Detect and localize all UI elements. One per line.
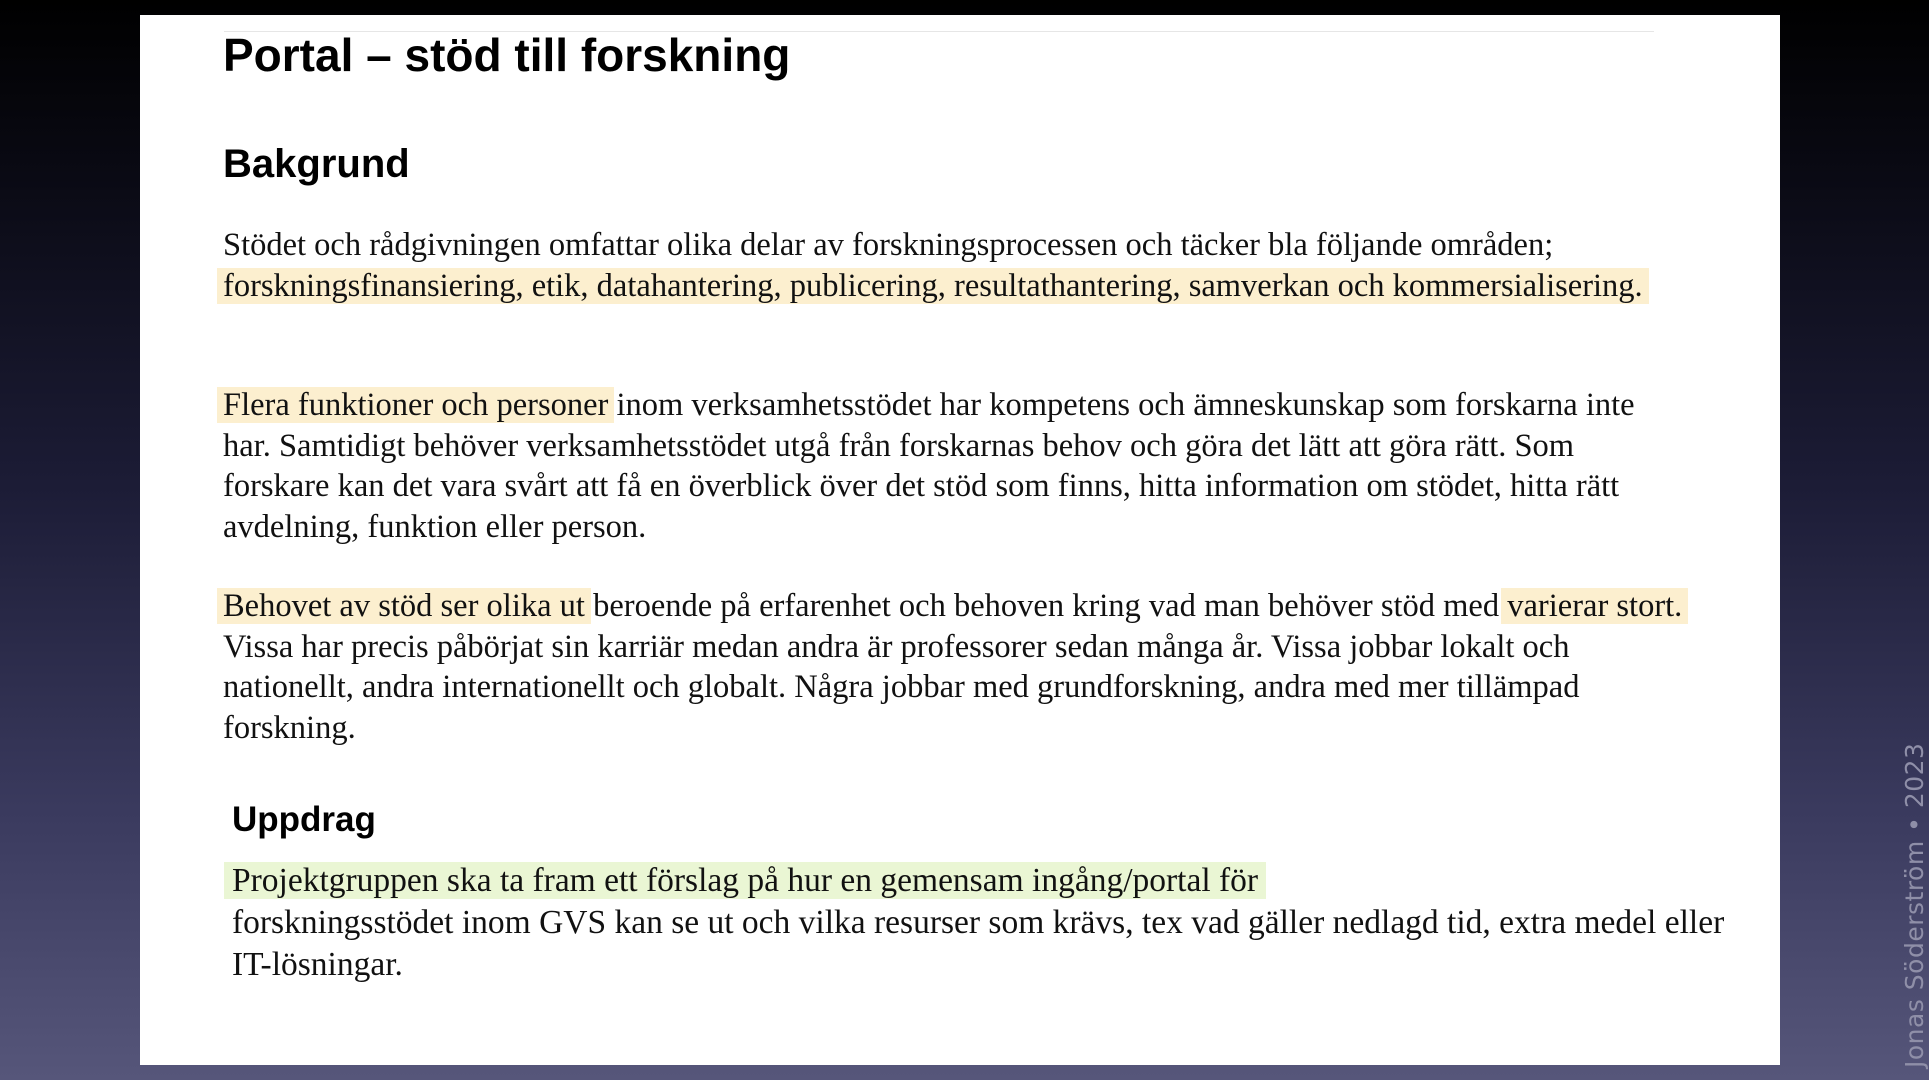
paragraph-text: Stödet och rådgivningen omfattar olika delar av forskningsprocessen och täcker bla följande områden; bbox=[223, 227, 1554, 263]
bakgrund-paragraph-3 bbox=[223, 586, 1683, 748]
bakgrund-paragraph-1 bbox=[223, 225, 1683, 306]
paragraph-text: inom verksamhetsstödet har kompetens och ämneskunskap som forskarna inte har. Samtidigt behöver verksamhetsstödet utgå från forskarnas behov och göra det lätt att göra rätt. Som forskare kan det vara svårt att få en överblick över det stöd som finns, hitta information om stödet, hitta rätt avdelning, funktion eller person. bbox=[223, 387, 1635, 545]
highlighted-text: Projektgruppen ska ta fram ett förslag på hur en gemensam ingång/portal för bbox=[224, 862, 1266, 899]
highlighted-text: forskningsfinansiering, etik, datahantering, publicering, resultathantering, samverkan och kommersialisering. bbox=[217, 268, 1649, 304]
page-title: Portal – stöd till forskning bbox=[223, 29, 791, 81]
highlighted-text: Flera funktioner och personer bbox=[217, 387, 614, 423]
author-credit: Jonas Söderström • 2023 bbox=[1900, 742, 1929, 1068]
paragraph-text: forskningsstödet inom GVS kan se ut och vilka resurser som krävs, tex vad gäller nedlagd tid, extra medel eller IT-lösningar. bbox=[232, 904, 1725, 983]
uppdrag-paragraph bbox=[232, 860, 1732, 986]
section-heading-uppdrag: Uppdrag bbox=[232, 800, 376, 839]
section-heading-bakgrund: Bakgrund bbox=[223, 142, 410, 186]
bakgrund-paragraph-2 bbox=[223, 385, 1683, 547]
paragraph-text: Vissa har precis påbörjat sin karriär medan andra är professorer sedan många år. Vissa jobbar lokalt och nationellt, andra internationellt och globalt. Några jobbar med grundforskning, andra med mer tillämpad forskning. bbox=[223, 628, 1580, 746]
paragraph-text: beroende på erfarenhet och behoven kring vad man behöver stöd med bbox=[593, 588, 1500, 624]
highlighted-text: Behovet av stöd ser olika ut bbox=[217, 588, 591, 624]
highlighted-text: varierar stort. bbox=[1501, 588, 1688, 624]
